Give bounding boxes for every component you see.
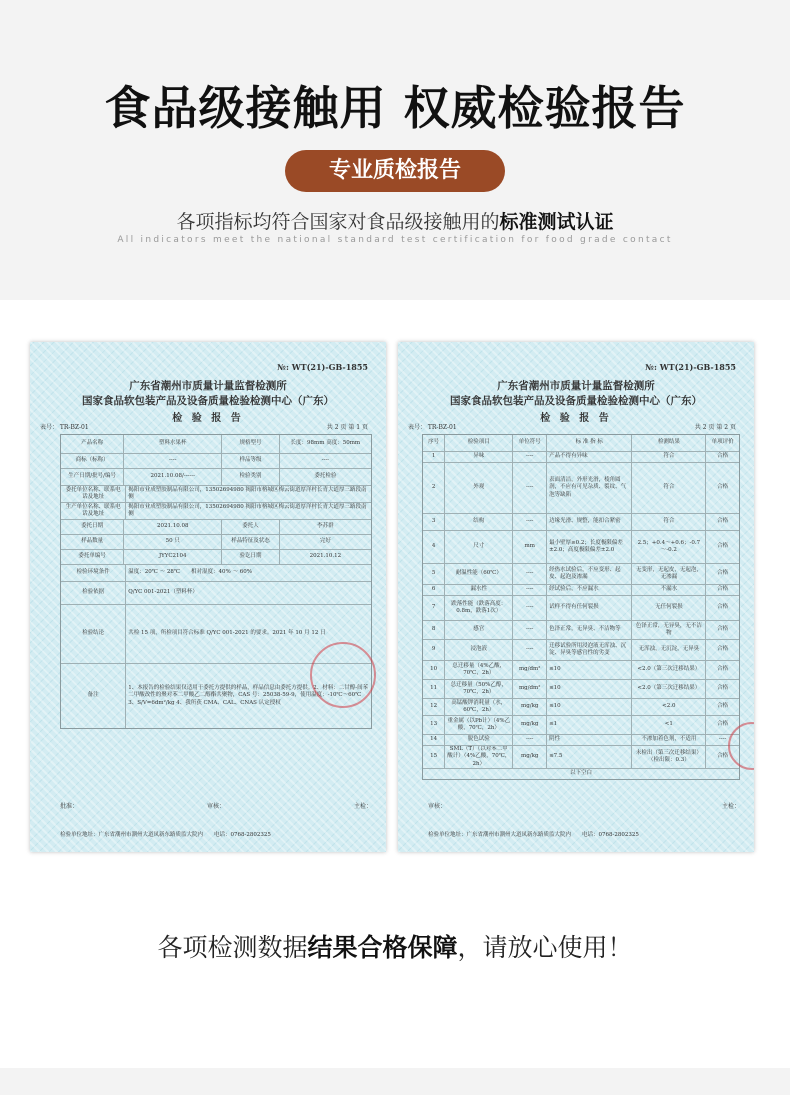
table-cell: 样品数量 <box>61 535 124 549</box>
table-cell: 检验类别 <box>222 469 279 485</box>
table-cell: 序号 <box>423 435 445 451</box>
signature-label: 批准： <box>60 803 79 810</box>
table-row <box>61 486 371 503</box>
table-cell: ---- <box>124 454 222 468</box>
table-cell: SML（T）（以对苯二甲酸计）（4%乙酸，70℃，2h） <box>445 746 513 768</box>
page-indicator: 共 2 页 第 2 页 <box>694 424 736 431</box>
table-cell: ---- <box>513 640 547 660</box>
table-row <box>423 699 739 716</box>
table-cell: 单项评价 <box>711 439 734 446</box>
form-number: 表号： TR-BZ-01 <box>40 424 89 431</box>
table-cell: ≤10 <box>547 699 632 715</box>
signature-row <box>60 801 372 810</box>
table-cell: 12 <box>423 699 445 715</box>
table-cell: 浸泡液 <box>445 640 513 660</box>
table-cell: mg/kg <box>513 716 547 734</box>
table-cell: ---- <box>513 621 547 639</box>
report-page-1 <box>30 342 386 852</box>
table-header-row <box>423 435 739 452</box>
table-cell: 不渗加着色剂，不适用 <box>632 735 706 745</box>
table-cell: ≤10 <box>547 661 632 679</box>
table-cell: ---- <box>513 463 547 513</box>
table-cell: 合格 <box>717 703 729 710</box>
table-cell: JYYC2104 <box>124 550 222 564</box>
report-badge: 专业质检报告 <box>285 150 505 192</box>
report-number: №: WT(21)-GB-1855 <box>645 362 736 372</box>
table-cell: 异味 <box>445 452 513 462</box>
table-cell: ---- <box>321 457 330 464</box>
subtitle-text: 各项指标均符合国家对食品级接触用的 <box>176 211 500 233</box>
table-row <box>61 550 371 565</box>
table-row <box>61 535 371 550</box>
lab-address: 检验单位地址：广东省潮州市潮州大道凤新东路质监大院内 电话：0768-2802325 <box>60 832 271 838</box>
table-row <box>423 621 739 640</box>
subtitle-emphasis: 标准测试认证 <box>499 211 614 233</box>
report-page-2 <box>398 342 754 852</box>
table-cell: 不漏水 <box>632 585 706 595</box>
table-cell: 结构 <box>445 514 513 530</box>
table-cell: 产品名称 <box>61 435 124 453</box>
report-title: 检 验 报 告 <box>540 413 612 424</box>
table-row <box>423 514 739 531</box>
table-cell: 8 <box>423 621 445 639</box>
table-cell: 样品特征及状态 <box>222 535 279 549</box>
table-cell: 耐温性能（60℃） <box>445 564 513 584</box>
table-cell: 50 只 <box>124 535 222 549</box>
table-cell: 1、本报告的检验结果仅适用于委托方提供的样品，样品信息由委托方提供。2、材料：二甘醇-间苯二甲酸改性的聚对苯二甲酸乙二醇酯共聚物，CAS 号：25038-59-9，使用温度：-10℃～60℃ 3、S/V=6dm²/kg 4、我所获 CMA、CAL、CNAS 认定授权 <box>128 685 369 706</box>
signature-row <box>428 801 740 810</box>
signature-label: 审核： <box>428 803 447 810</box>
table-cell: mm <box>513 531 547 563</box>
table-cell: mg/dm² <box>513 661 547 679</box>
table-cell: 合格 <box>717 646 729 653</box>
table-row <box>423 769 739 779</box>
table-cell: 以下空白 <box>569 770 592 777</box>
lab-address: 检验单位地址：广东省潮州市潮州大道凤新东路质监大院内 电话：0768-2802325 <box>428 832 639 838</box>
table-cell: 单位符号 <box>513 435 547 451</box>
table-cell: 合格 <box>717 453 729 460</box>
table-row <box>423 661 739 680</box>
official-seal <box>310 642 376 708</box>
table-cell: ---- <box>513 452 547 462</box>
table-cell: 外观 <box>445 463 513 513</box>
table-cell: 委托单位名称、联系电话及地址 <box>61 486 126 502</box>
table-cell: 生产单位名称、联系电话及地址 <box>61 503 126 519</box>
table-cell: 样品等级 <box>222 454 279 468</box>
footer-emphasis: 结果合格保障 <box>307 933 458 962</box>
report-title: 检 验 报 告 <box>172 413 244 424</box>
table-cell: ---- <box>513 596 547 620</box>
subtitle <box>0 207 790 234</box>
table-cell: 经热水试验后，不应变形、起皮、起泡及渗漏 <box>547 564 632 584</box>
table-cell: 符合 <box>632 514 706 530</box>
table-cell: 揭阳市业成塑胶制品有限公司，13502694980 揭阳市榕城区梅云街道厚洋村长青大道厚三路段南侧 <box>128 486 367 500</box>
table-cell: 经试验后，不应漏水 <box>547 585 632 595</box>
table-cell: 检验环境条件 <box>61 565 126 581</box>
table-cell: <2.0（第三次迁移结果） <box>632 680 706 698</box>
table-row <box>423 716 739 735</box>
table-cell: 未检出（第三次迁移结果）（检出限：0.3） <box>632 746 706 768</box>
footer-text-pre: 各项检测数据 <box>157 933 308 962</box>
table-cell: 2021.10.08/------ <box>124 469 222 485</box>
table-row <box>423 680 739 699</box>
org-name: 广东省潮州市质量计量监督检测所 <box>497 380 655 392</box>
table-cell: 产品不得有异味 <box>547 452 632 462</box>
table-cell: 符合 <box>632 452 706 462</box>
table-row <box>61 520 371 535</box>
table-cell: 委托单编号 <box>61 550 124 564</box>
table-cell: 高锰酸钾消耗量（水，60℃，2h） <box>445 699 513 715</box>
table-cell: 规格型号 <box>222 435 279 453</box>
table-cell: 表面清洁，外形光滑，棱角圆润，不应有可见杂质、裂纹、气泡等缺陷 <box>547 463 632 513</box>
table-row <box>423 452 739 463</box>
center-name: 国家食品软包装产品及设备质量检验检测中心（广东） <box>82 395 334 407</box>
footer-background <box>0 1068 790 1095</box>
table-cell: 总迁移量（50%乙醇，70℃，2h） <box>445 680 513 698</box>
table-cell: 2021.10.08 <box>124 520 222 534</box>
table-cell: 漏水性 <box>445 585 513 595</box>
table-cell: 验讫日期 <box>222 550 279 564</box>
table-cell: 合格 <box>717 484 729 491</box>
table-cell: 4 <box>423 531 445 563</box>
table-cell: 备注 <box>61 664 126 728</box>
table-cell: 迁移试验所用浸泡液无浑浊、沉淀、异臭等感官性的劣变 <box>547 640 632 660</box>
table-cell: ---- <box>718 736 727 743</box>
table-row <box>61 582 371 605</box>
table-cell: 检验依据 <box>61 582 126 604</box>
table-cell: 无变形，无起皮，无起泡，无渗漏 <box>632 564 706 584</box>
table-cell: <2.0 <box>632 699 706 715</box>
report-number: №: WT(21)-GB-1855 <box>277 362 368 372</box>
table-row <box>423 735 739 746</box>
table-cell: mg/kg <box>513 746 547 768</box>
table-cell: 15 <box>423 746 445 768</box>
table-cell: <2.0（第三次迁移结果） <box>632 661 706 679</box>
table-cell: mg/kg <box>513 699 547 715</box>
table-cell: 跌落性能（跌落高度：0.8m，跌落1次） <box>445 596 513 620</box>
table-cell: 温度：20℃ ～ 28℃ 相对湿度：40% ～ 60% <box>128 569 252 576</box>
table-cell: 揭阳市业成塑胶制品有限公司，13502694980 揭阳市榕城区梅云街道厚洋村长青大道厚三路段南侧 <box>128 503 367 517</box>
table-cell: 标 准 指 标 <box>547 435 632 451</box>
table-cell: 重金属（以Pb计）（4%乙酸，70℃，2h） <box>445 716 513 734</box>
table-cell: 10 <box>423 661 445 679</box>
table-row <box>61 503 371 520</box>
table-cell: 合格 <box>717 685 729 692</box>
table-cell: 阴性 <box>547 735 632 745</box>
footer-text-post: ，请放心使用！ <box>457 933 633 962</box>
footer-text <box>0 928 790 964</box>
page-title: 食品级接触用 权威检验报告 <box>104 81 686 135</box>
table-cell: 最小壁厚≥0.2；长度极限偏差±2.0；高度极限偏差±2.0 <box>547 531 632 563</box>
table-cell: 3 <box>423 514 445 530</box>
table-row <box>423 746 739 769</box>
table-cell: Q/YC 001-2021（塑料杯） <box>128 589 198 596</box>
table-cell: 合格 <box>717 543 729 550</box>
signature-label: 主检： <box>353 803 372 810</box>
table-cell: 合格 <box>717 518 729 525</box>
table-row <box>423 596 739 621</box>
signature-label: 主检： <box>721 803 740 810</box>
table-row <box>61 469 371 486</box>
signature-label: 审核： <box>206 803 225 810</box>
table-cell: 色泽正常，无异臭、不洁物等 <box>547 621 632 639</box>
table-cell: 5 <box>423 564 445 584</box>
table-cell: ---- <box>513 735 547 745</box>
table-cell: ---- <box>513 564 547 584</box>
table-cell: 合格 <box>717 570 729 577</box>
center-name: 国家食品软包装产品及设备质量检验检测中心（广东） <box>450 395 702 407</box>
table-cell: 李苏群 <box>317 523 334 530</box>
table-row <box>423 564 739 585</box>
subtitle-english: All indicators meet the national standard test certification for food grade contact <box>117 235 673 245</box>
table-cell: 塑料水果杯 <box>124 435 222 453</box>
table-cell: 长度：98mm 高度：50mm <box>290 440 361 447</box>
table-row <box>61 454 371 469</box>
table-row <box>423 531 739 564</box>
table-cell: 合格 <box>717 666 729 673</box>
results-table <box>422 434 740 780</box>
table-cell: 商标（标称） <box>61 454 124 468</box>
page-indicator: 共 2 页 第 1 页 <box>326 424 368 431</box>
table-cell: 符合 <box>632 463 706 513</box>
table-cell: 委托日期 <box>61 520 124 534</box>
table-cell: ---- <box>513 585 547 595</box>
table-cell: mg/dm² <box>513 680 547 698</box>
table-cell: 合格 <box>717 604 729 611</box>
table-cell: 感官 <box>445 621 513 639</box>
table-row <box>423 463 739 514</box>
org-name: 广东省潮州市质量计量监督检测所 <box>129 380 287 392</box>
table-cell: 13 <box>423 716 445 734</box>
table-cell: 共检 15 项，所检项目符合标准 Q/YC 001-2021 的要求。2021 年 10 月 12 日 <box>128 630 326 637</box>
table-cell: ---- <box>513 514 547 530</box>
table-cell: 2.5；+0.4～+0.6；-0.7～-0.2 <box>632 531 706 563</box>
table-cell: 14 <box>423 735 445 745</box>
table-cell: 总迁移量（4%乙酸，70℃，2h） <box>445 661 513 679</box>
table-row <box>61 435 371 454</box>
table-cell: 尺寸 <box>445 531 513 563</box>
table-cell: 2021.10.12 <box>309 553 342 560</box>
form-number: 表号： TR-BZ-01 <box>408 424 457 431</box>
table-cell: ≤10 <box>547 680 632 698</box>
table-cell: 生产日期/批号/编号 <box>61 469 124 485</box>
table-cell: 合格 <box>717 721 729 728</box>
table-cell: 11 <box>423 680 445 698</box>
table-cell: <1 <box>632 716 706 734</box>
table-cell: 无任何裂损 <box>632 596 706 620</box>
table-cell: 1 <box>423 452 445 462</box>
table-cell: 6 <box>423 585 445 595</box>
table-row <box>61 565 371 582</box>
table-cell: 无浑浊，无沉淀，无异臭 <box>632 640 706 660</box>
table-cell: 边缘光滑、规整，能扣合紧密 <box>547 514 632 530</box>
table-row <box>423 585 739 596</box>
table-cell: 合格 <box>717 586 729 593</box>
table-cell: 完好 <box>319 538 331 545</box>
table-row <box>423 640 739 661</box>
table-cell: 合格 <box>717 753 729 760</box>
table-cell: ≤7.5 <box>547 746 632 768</box>
table-cell: 7 <box>423 596 445 620</box>
table-cell: 检验项目 <box>445 435 513 451</box>
table-cell: 9 <box>423 640 445 660</box>
table-cell: 检验结论 <box>61 605 126 663</box>
table-cell: 2 <box>423 463 445 513</box>
table-cell: 检测结果 <box>632 435 706 451</box>
table-cell: 试样不得有任何裂损 <box>547 596 632 620</box>
table-cell: ≤1 <box>547 716 632 734</box>
table-cell: 委托检验 <box>314 473 337 480</box>
table-cell: 委托人 <box>222 520 279 534</box>
table-cell: 脱色试验 <box>445 735 513 745</box>
table-cell: 合格 <box>717 626 729 633</box>
table-cell: 色泽正常，无异臭，无不洁物 <box>632 621 706 639</box>
